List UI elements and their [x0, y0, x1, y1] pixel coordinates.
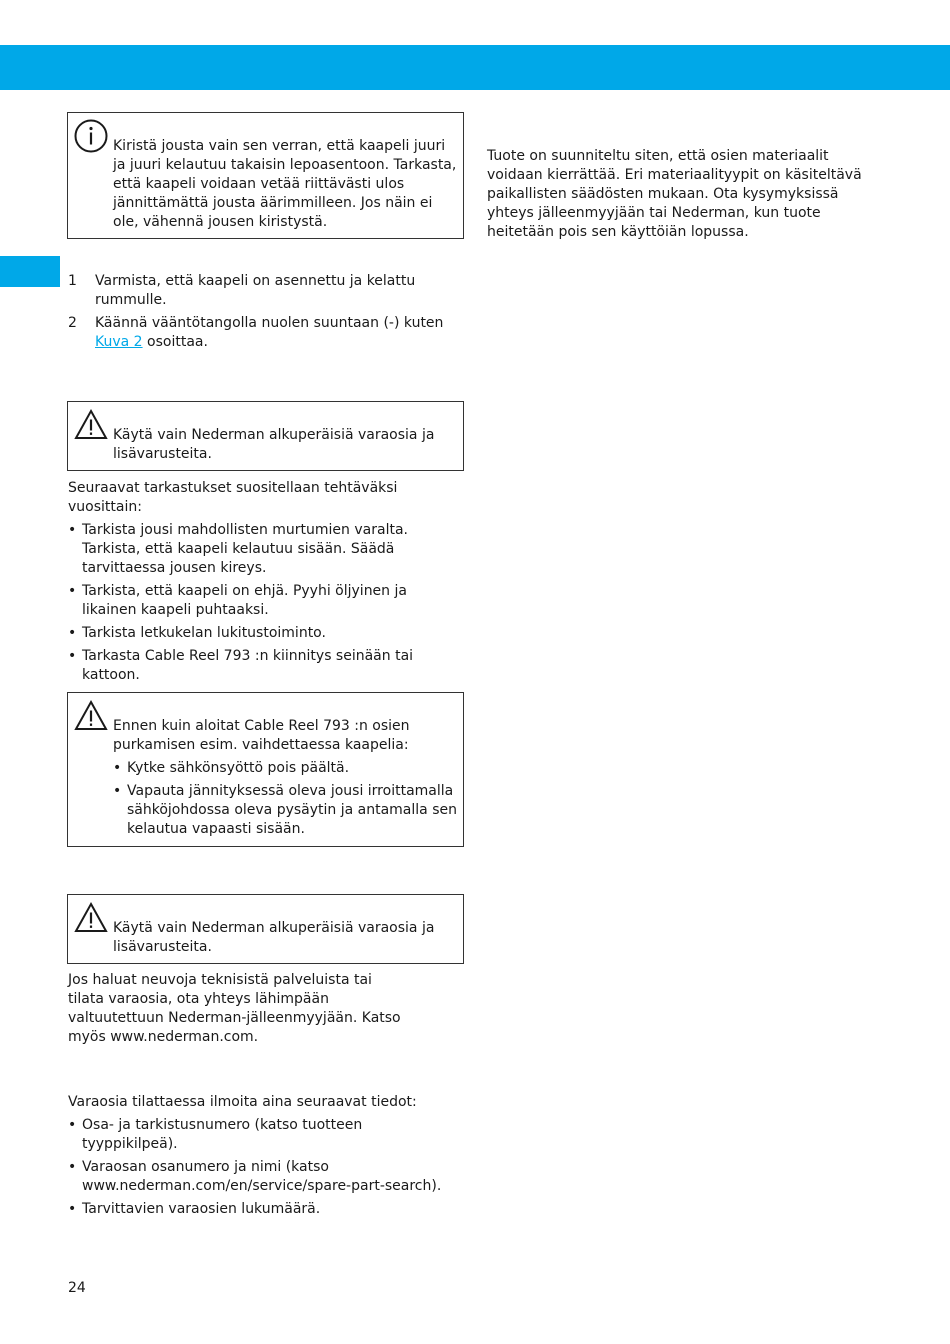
step-text: Käännä vääntötangolla nuolen suuntaan (-) kuten: [95, 315, 444, 331]
list-item: • Varaosan osanumero ja nimi (katso www.nederman.com/en/service/spare-part-search).: [68, 1158, 448, 1196]
info-note-box: [67, 112, 464, 239]
info-note-text: Kiristä jousta vain sen verran, että kaapeli juuri ja juuri kelautuu takaisin lepoasentoon. Tarkasta, että kaapeli voidaan vetää riittävästi ulos jännittämättä jousta äärimmilleen. Jos näin ei ole, vähennä jousen kiristystä.: [113, 138, 457, 230]
inspection-section: [68, 479, 464, 689]
service-text: Jos haluat neuvoja teknisistä palveluista tai tilata varaosia, ota yhteys lähimpään valtuutettuun Nederman-jälleenmyyjään. Katso myös www.nederman.com.: [68, 972, 401, 1045]
warning-box: [67, 894, 464, 964]
list-item: • Tarvittavien varaosien lukumäärä.: [68, 1200, 448, 1219]
step-text-end: osoittaa.: [142, 334, 208, 350]
list-item: • Kytke sähkönsyöttö pois päältä.: [113, 759, 457, 778]
service-section: [68, 971, 408, 1047]
warning-box: [67, 401, 464, 471]
recycling-section: [487, 147, 883, 242]
warning-list: [113, 759, 457, 839]
list-item: [68, 272, 464, 310]
list-item: • Tarkista jousi mahdollisten murtumien varalta. Tarkista, että kaapeli kelautuu sisään. Säädä tarvittaessa jousen kireys.: [68, 521, 464, 578]
chapter-tab-marker: [0, 256, 60, 287]
list-item: • Osa- ja tarkistusnumero (katso tuotteen tyyppikilpeä).: [68, 1116, 448, 1154]
inspection-list: [68, 521, 464, 685]
inspection-intro: Seuraavat tarkastukset suositellaan tehtäväksi vuosittain:: [68, 480, 398, 515]
list-item: • Tarkista, että kaapeli on ehjä. Pyyhi öljyinen ja likainen kaapeli puhtaaksi.: [68, 582, 464, 620]
recycling-text: Tuote on suunniteltu siten, että osien materiaalit voidaan kierrättää. Eri materiaalityypit on käsiteltävä paikallisten säädösten mukaan. Ota kysymyksissä yhteys jälleenmyyjään tai Nederman, kun tuote heitetään pois sen käyttöiän lopussa.: [487, 148, 862, 240]
warning-box: [67, 692, 464, 847]
warning-text: Käytä vain Nederman alkuperäisiä varaosia ja lisävarusteita.: [113, 427, 435, 462]
header-band: [0, 45, 950, 90]
list-item: • Tarkasta Cable Reel 793 :n kiinnitys seinään tai kattoon.: [68, 647, 464, 685]
list-item: • Vapauta jännityksessä oleva jousi irroittamalla sähköjohdossa oleva pysäytin ja antamalla sen kelautua vapaasti sisään.: [113, 782, 457, 839]
warning-text: Käytä vain Nederman alkuperäisiä varaosia ja lisävarusteita.: [113, 920, 435, 955]
info-icon: [74, 119, 108, 153]
ordering-section: [68, 1093, 448, 1223]
step-number: 2: [68, 315, 77, 331]
list-item: [68, 314, 464, 352]
ordering-list: [68, 1116, 448, 1219]
page-number: 24: [68, 1280, 86, 1296]
list-item: • Tarkista letkukelan lukitustoiminto.: [68, 624, 464, 643]
warning-icon: [74, 408, 108, 442]
figure-link[interactable]: Kuva 2: [95, 334, 143, 350]
warning-icon: [74, 699, 108, 733]
steps-section: [68, 272, 464, 356]
warning-text: Ennen kuin aloitat Cable Reel 793 :n osien purkamisen esim. vaihdettaessa kaapelia:: [113, 718, 410, 753]
steps-list: [68, 272, 464, 352]
step-text: Varmista, että kaapeli on asennettu ja kelattu rummulle.: [95, 273, 416, 308]
step-number: 1: [68, 273, 77, 289]
warning-icon: [74, 901, 108, 935]
warning-content: [113, 717, 457, 843]
ordering-intro: Varaosia tilattaessa ilmoita aina seuraavat tiedot:: [68, 1094, 417, 1110]
